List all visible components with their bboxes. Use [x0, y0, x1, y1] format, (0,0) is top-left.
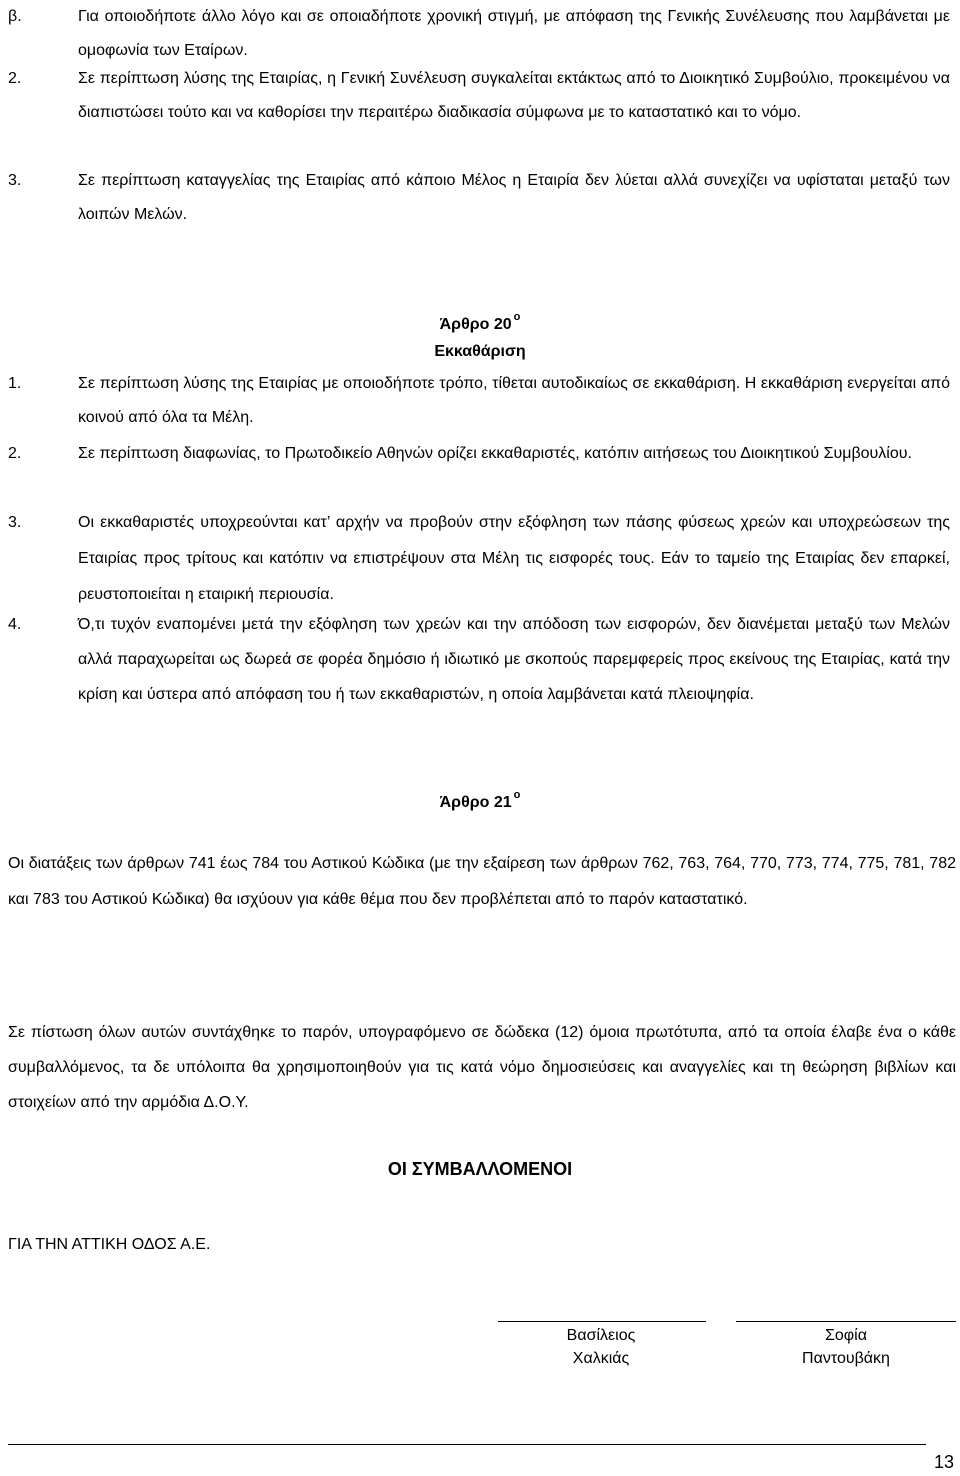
item-text: Σε περίπτωση λύσης της Εταιρίας, η Γενική Συνέλευση συγκαλείται εκτάκτως από το Διοικητικό Συμβούλιο, προκειμένου να διαπιστώσει τούτο και να καθορίσει την περαιτέρω διαδικασία σύμφωνα με το καταστατικό και το νόμο. — [78, 70, 950, 121]
item-number: 4. — [8, 616, 22, 633]
signature-line — [498, 1321, 706, 1322]
article-20-subtitle: Εκκαθάριση — [434, 343, 526, 360]
list-item — [8, 164, 950, 232]
footer-rule — [8, 1444, 926, 1445]
item-number: β. — [8, 8, 22, 25]
signatory-last-name: Χαλκιάς — [572, 1350, 630, 1367]
item-text: Σε περίπτωση καταγγελίας της Εταιρίας από κάποιο Μέλος η Εταιρία δεν λύεται αλλά συνεχίζει να υφίσταται μεταξύ των λοιπών Μελών. — [78, 172, 950, 223]
item-number: 2. — [8, 70, 22, 87]
article-20-ordinal: ο — [513, 311, 521, 323]
item-text: Ό,τι τυχόν εναπομένει μετά την εξόφληση των χρεών και την απόδοση των εισφορών, δεν διανέμεται μεταξύ των Μελών αλλά παραχωρείται ως δωρεά σε φορέα δημόσιο ή ιδιωτικό με σκοπούς παρεμφερείς προς εκείνους της Εταιρίας, κατά την κρίση και ύστερα από απόφαση του ή των εκκαθαριστών, η οποία λαμβάνεται κατά πλειοψηφία. — [78, 616, 950, 703]
item-text: Οι εκκαθαριστές υποχρεούνται κατ’ αρχήν να προβούν στην εξόφληση των πάσης φύσεως χρεών και υποχρεώσεων της Εταιρίας προς τρίτους και κατόπιν να επιστρέψουν στα Μέλη τις εισφορές τους. Εάν το ταμείο της Εταιρίας δεν επαρκεί, ρευστοποιείται η εταιρική περιουσία. — [78, 514, 950, 603]
page-number: 13 — [933, 1452, 954, 1472]
article-20-title: Άρθρο 20 — [439, 316, 512, 333]
article-21-heading — [0, 778, 960, 820]
article-21-text: Οι διατάξεις των άρθρων 741 έως 784 του Αστικού Κώδικα (με την εξαίρεση των άρθρων 762, 763, 764, 770, 773, 774, 775, 781, 782 και 783 του Αστικού Κώδικα) θα ισχύουν για κάθε θέμα που δεν προβλέπεται από το παρόν καταστατικό. — [8, 855, 956, 908]
article-21-ordinal: ο — [513, 789, 521, 801]
item-text: Σε περίπτωση λύσης της Εταιρίας με οποιοδήποτε τρόπο, τίθεται αυτοδικαίως σε εκκαθάριση. Η εκκαθάριση ενεργείται από κοινού από όλα τα Μέλη. — [78, 375, 950, 426]
list-item — [8, 367, 950, 435]
list-item — [8, 62, 950, 130]
item-number: 1. — [8, 375, 22, 392]
item-text: Σε περίπτωση διαφωνίας, το Πρωτοδικείο Αθηνών ορίζει εκκαθαριστές, κατόπιν αιτήσεως του Διοικητικού Συμβουλίου. — [78, 445, 912, 462]
list-item — [8, 607, 950, 712]
signature-line — [736, 1321, 956, 1322]
item-text: Για οποιοδήποτε άλλο λόγο και σε οποιαδήποτε χρονική στιγμή, με απόφαση της Γενικής Συνέλευσης που λαμβάνεται με ομοφωνία των Εταίρων. — [78, 8, 950, 59]
signatory-last-name: Παντουβάκη — [802, 1350, 890, 1367]
closing-paragraph: Σε πίστωση όλων αυτών συντάχθηκε το παρόν, υπογραφόμενο σε δώδεκα (12) όμοια πρωτότυπα, από τα οποία έλαβε ένα ο κάθε συμβαλλόμενος, τα δε υπόλοιπα θα χρησιμοποιηθούν για τις κατά νόμο δημοσιεύσεις και αναγγελίες και τη θεώρηση βιβλίων και στοιχείων από την αρμόδια Δ.Ο.Υ. — [8, 1024, 956, 1111]
article-21-title: Άρθρο 21 — [439, 794, 512, 811]
company-name: ΓΙΑ ΤΗΝ ΑΤΤΙΚΗ ΟΔΟΣ Α.Ε. — [8, 1236, 211, 1253]
signatory-first-name: Βασίλειος — [566, 1327, 636, 1344]
list-item — [8, 0, 950, 68]
parties-heading: ΟΙ ΣΥΜΒΑΛΛΟΜΕΝΟΙ — [387, 1159, 573, 1179]
item-number: 3. — [8, 514, 22, 531]
item-number: 2. — [8, 445, 22, 462]
item-number: 3. — [8, 172, 22, 189]
list-item — [8, 505, 950, 613]
list-item — [8, 437, 950, 471]
signatory-first-name: Σοφία — [825, 1327, 867, 1344]
